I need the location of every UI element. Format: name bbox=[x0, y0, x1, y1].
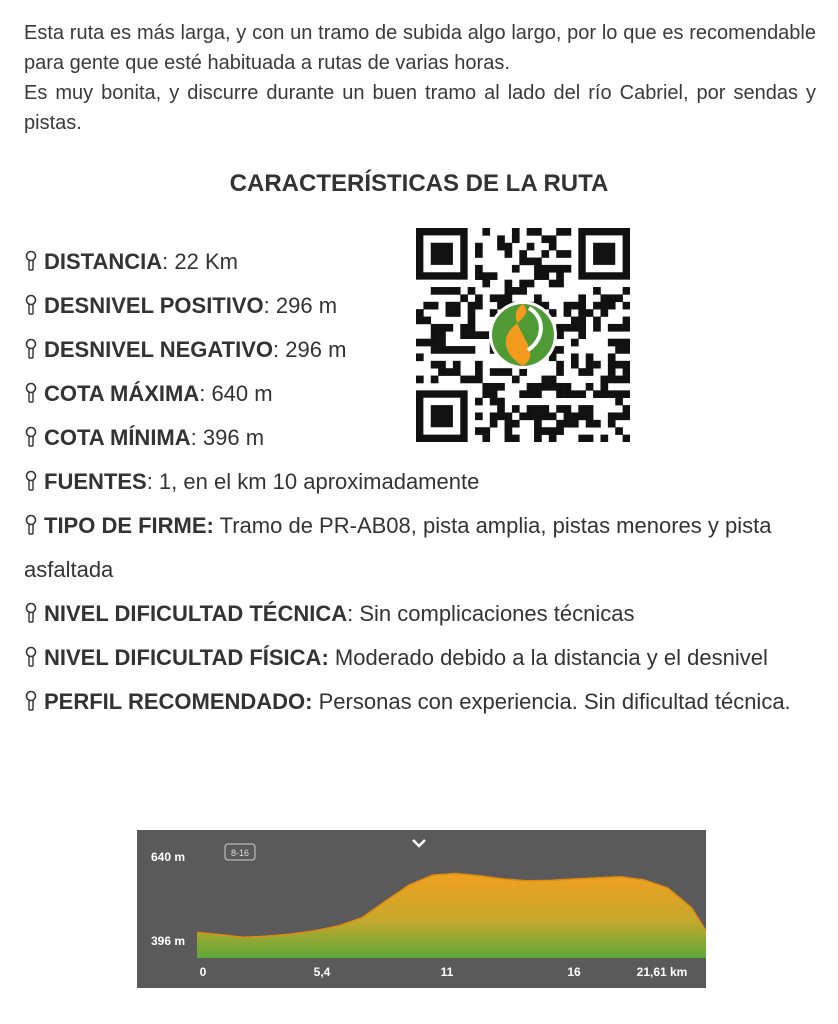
qr-code[interactable] bbox=[416, 228, 630, 442]
map-pin-icon bbox=[24, 463, 38, 485]
x-tick-0: 0 bbox=[199, 965, 207, 979]
map-pin-icon bbox=[24, 683, 38, 705]
spec-negative-gain: DESNIVEL NEGATIVO: 296 m bbox=[24, 328, 824, 372]
route-badge: 8-16 bbox=[230, 848, 250, 858]
map-pin-icon bbox=[24, 595, 38, 617]
chevron-down-icon[interactable] bbox=[413, 840, 425, 846]
x-tick-2: 11 bbox=[440, 965, 454, 979]
spec-positive-gain: DESNIVEL POSITIVO: 296 m bbox=[24, 284, 824, 328]
spec-technical-difficulty: NIVEL DIFICULTAD TÉCNICA: Sin complicaciones técnicas bbox=[24, 592, 824, 636]
spec-recommended-profile: PERFIL RECOMENDADO: Personas con experiencia. Sin dificultad técnica. bbox=[24, 680, 814, 724]
intro-paragraph-2: Es muy bonita, y discurre durante un buen tramo al lado del río Cabriel, por sendas y pistas. bbox=[24, 82, 816, 134]
spec-fountains: FUENTES: 1, en el km 10 aproximadamente bbox=[24, 460, 824, 504]
map-pin-icon bbox=[24, 507, 38, 529]
spec-physical-difficulty: NIVEL DIFICULTAD FÍSICA: Moderado debido a la distancia y el desnivel bbox=[24, 636, 814, 680]
spec-min-elevation: COTA MÍNIMA: 396 m bbox=[24, 416, 824, 460]
section-title: CARACTERÍSTICAS DE LA RUTA bbox=[229, 170, 609, 197]
map-pin-icon bbox=[24, 419, 38, 441]
map-pin-icon bbox=[24, 331, 38, 353]
x-tick-1: 5,4 bbox=[313, 965, 331, 979]
y-max-label: 640 m bbox=[151, 850, 186, 864]
y-min-label: 396 m bbox=[151, 934, 186, 948]
spec-surface-type: TIPO DE FIRME: Tramo de PR-AB08, pista amplia, pistas menores y pista asfaltada bbox=[24, 504, 814, 592]
map-pin-icon bbox=[24, 287, 38, 309]
map-pin-icon bbox=[24, 639, 38, 661]
map-pin-icon bbox=[24, 243, 38, 265]
spec-max-elevation: COTA MÁXIMA: 640 m bbox=[24, 372, 824, 416]
map-pin-icon bbox=[24, 375, 38, 397]
x-tick-3: 16 bbox=[567, 965, 581, 979]
elevation-profile[interactable] bbox=[137, 830, 706, 988]
elevation-area bbox=[197, 874, 706, 959]
x-tick-4: 21,61 km bbox=[636, 965, 688, 979]
spec-distance: DISTANCIA: 22 Km bbox=[24, 240, 824, 284]
qr-code-graphic bbox=[416, 228, 630, 442]
intro-paragraph-1: Esta ruta es más larga, y con un tramo de subida algo largo, por lo que es recomendable para gente que esté habituada a rutas de varias horas. bbox=[24, 22, 816, 74]
elevation-profile-chart bbox=[137, 830, 706, 988]
intro-text bbox=[24, 18, 816, 138]
